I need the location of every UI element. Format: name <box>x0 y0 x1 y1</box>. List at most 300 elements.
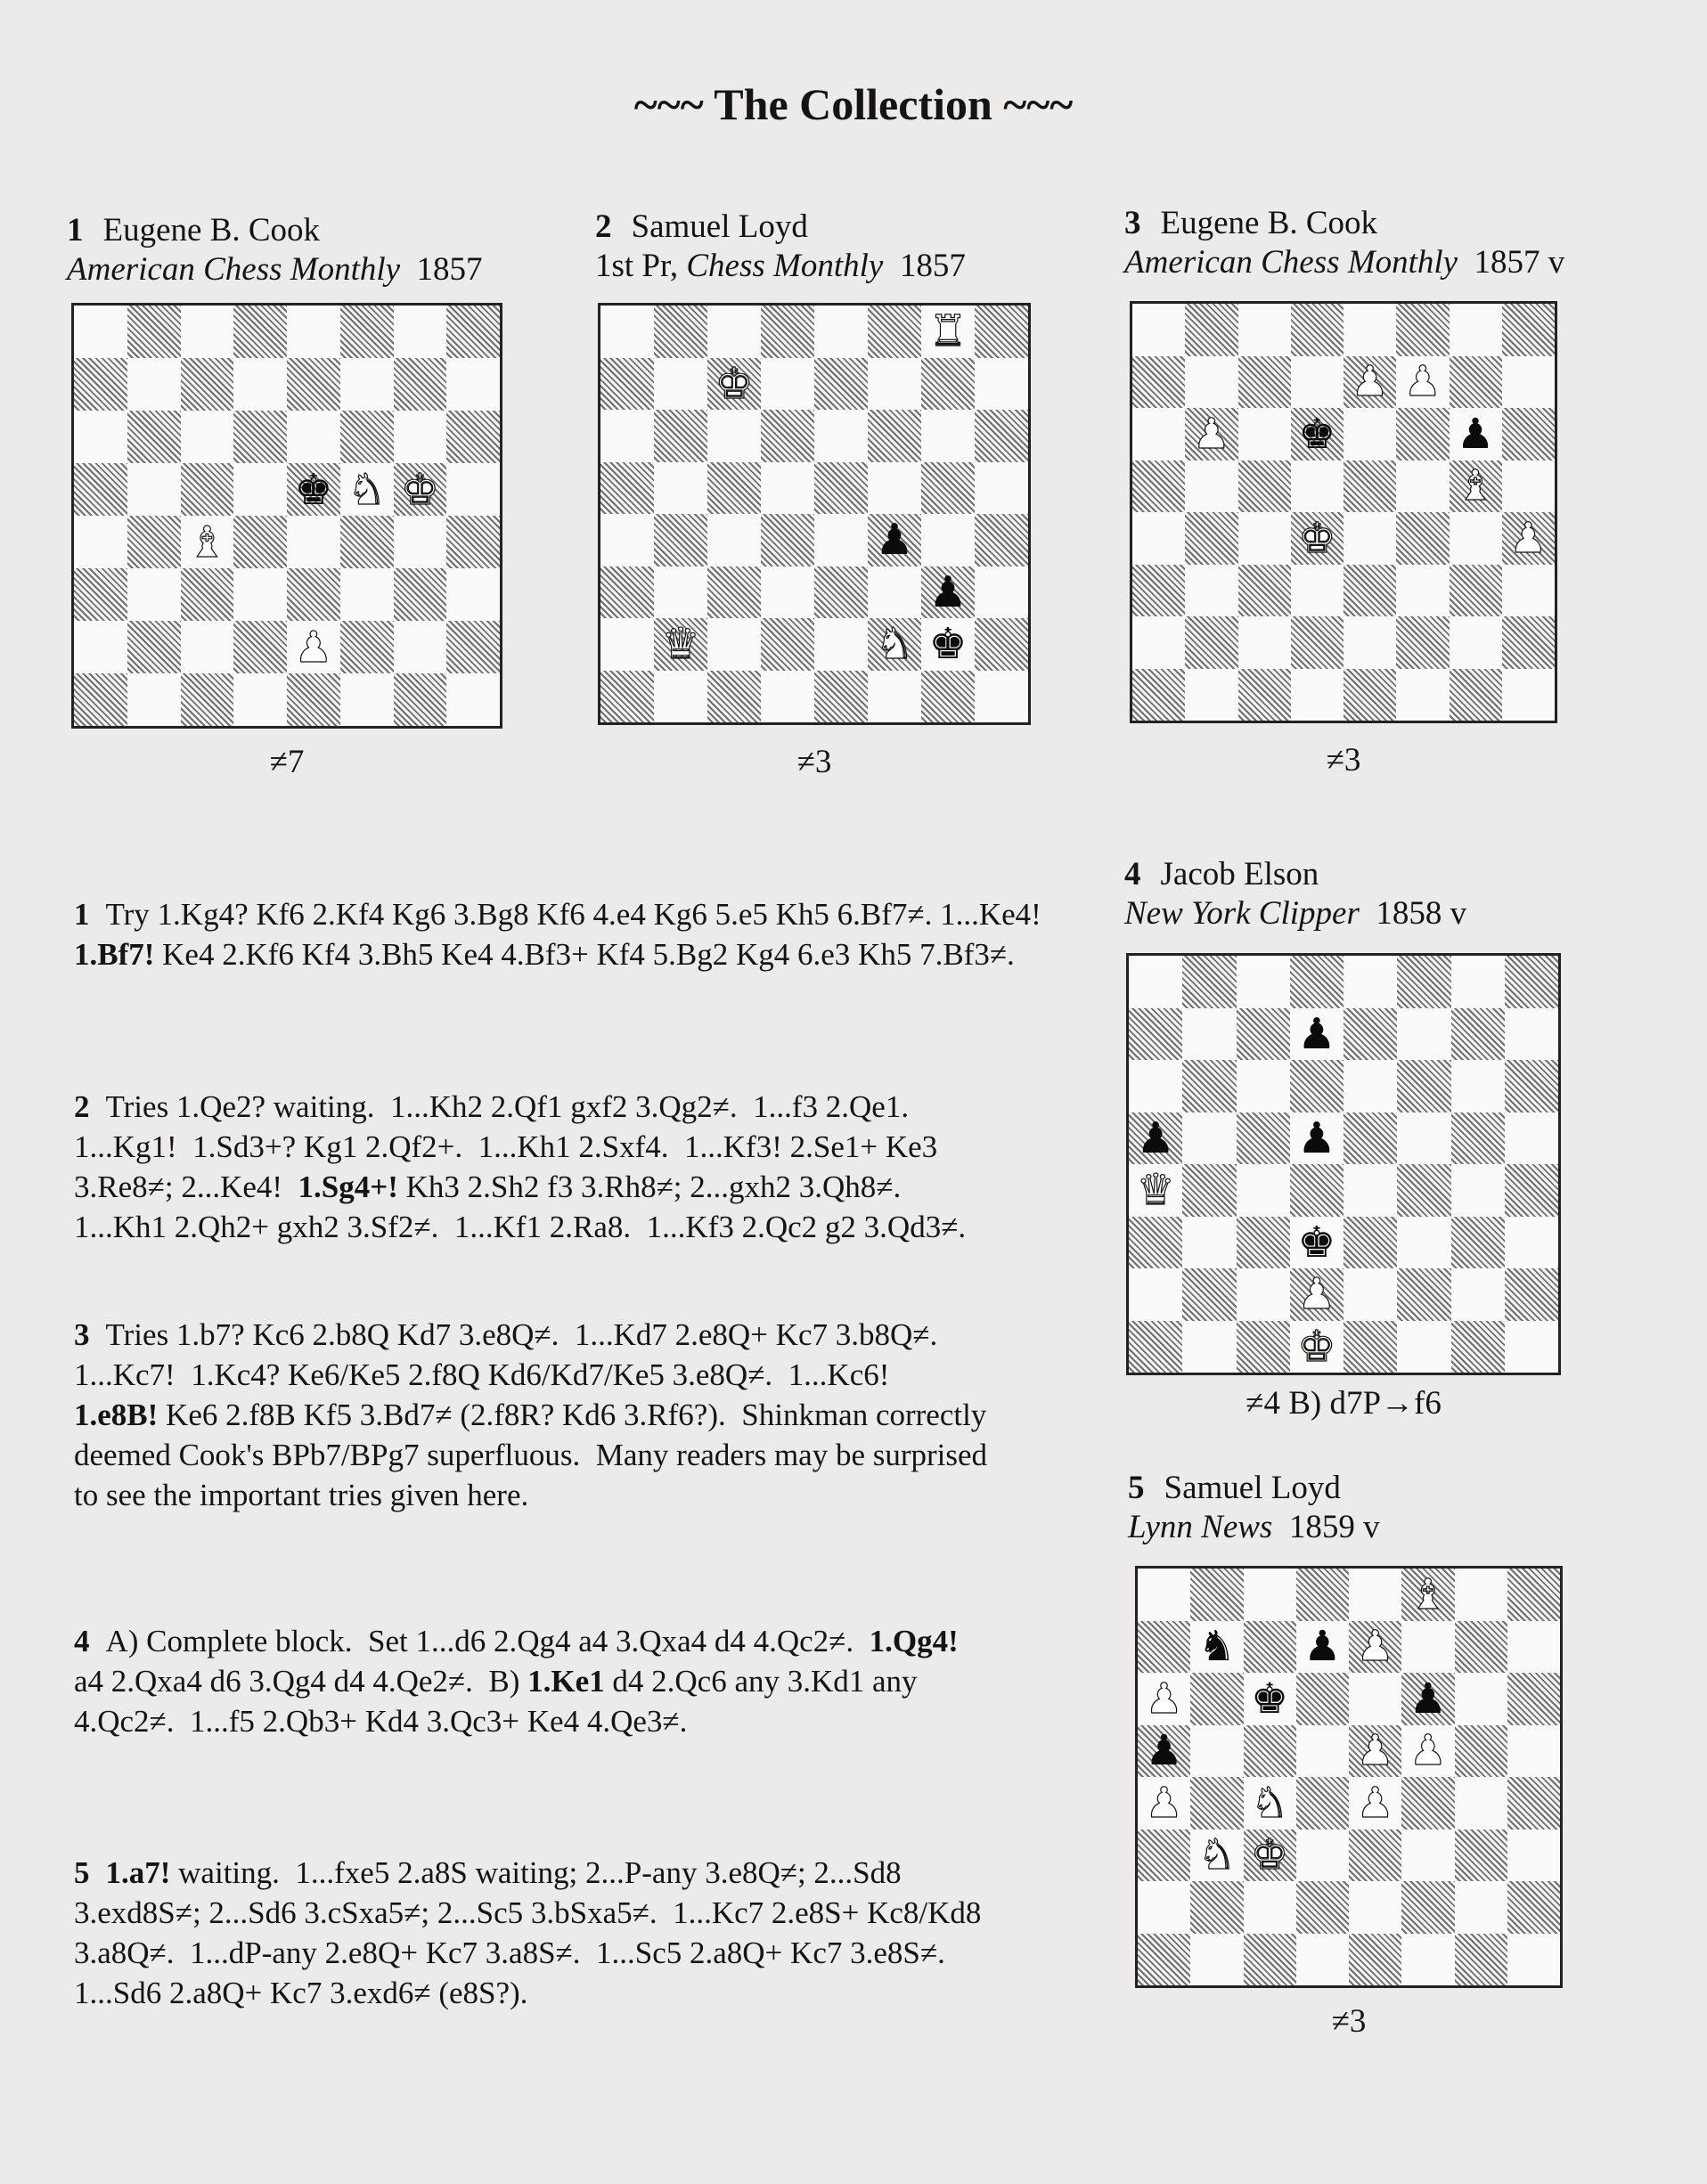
square-h3 <box>446 568 500 621</box>
white-bishop-icon: ♝ <box>1457 461 1495 511</box>
square-h1 <box>446 673 500 726</box>
square-f1 <box>868 671 921 723</box>
square-e7 <box>1349 1621 1401 1674</box>
square-h8 <box>1507 1569 1560 1621</box>
square-b1 <box>127 673 181 726</box>
square-e6 <box>814 410 868 462</box>
square-e3 <box>287 568 340 621</box>
black-pawn-icon: ♟ <box>1136 1112 1175 1163</box>
square-c5 <box>1237 1112 1290 1165</box>
black-king-icon: ♚ <box>1297 1217 1336 1267</box>
source-publication: Chess Monthly <box>686 248 884 284</box>
square-d4 <box>1290 1164 1344 1217</box>
white-pawn-icon: ♟ <box>1356 1726 1394 1776</box>
square-f7 <box>1397 1008 1450 1061</box>
square-b3 <box>127 568 181 621</box>
source-publication: Lynn News <box>1128 1509 1273 1545</box>
square-c4 <box>1237 1164 1290 1217</box>
square-e8 <box>814 306 868 358</box>
white-pawn-icon: ♟ <box>294 622 333 672</box>
square-c4 <box>181 516 234 568</box>
square-d8 <box>1290 956 1344 1008</box>
white-knight-icon: ♞ <box>1251 1778 1289 1828</box>
square-f8 <box>1401 1569 1454 1621</box>
square-d5 <box>1296 1725 1349 1778</box>
square-d1 <box>1290 1321 1344 1373</box>
square-b5 <box>1190 1725 1243 1778</box>
square-d7 <box>1291 356 1344 409</box>
problem-author: Eugene B. Cook <box>102 212 321 249</box>
square-a6 <box>74 411 127 463</box>
square-h5 <box>1502 460 1555 513</box>
solution-4 <box>74 1621 1094 1741</box>
square-b6 <box>1182 1060 1236 1112</box>
square-h4 <box>1507 1777 1560 1830</box>
square-b4 <box>1182 1164 1236 1217</box>
square-b1 <box>1190 1934 1243 1986</box>
square-c6 <box>1237 1060 1290 1112</box>
square-f7 <box>1401 1621 1454 1674</box>
square-g6 <box>394 411 447 463</box>
square-a7 <box>600 358 654 411</box>
problem-author: Eugene B. Cook <box>1160 205 1378 241</box>
square-f4 <box>1401 1777 1454 1830</box>
solution-number: 2 <box>74 1089 90 1124</box>
square-h1 <box>1502 669 1555 721</box>
square-f2 <box>868 618 921 671</box>
solution-1 <box>74 894 1094 974</box>
problem-number: 3 <box>1124 205 1141 241</box>
square-d3 <box>1290 1217 1344 1269</box>
square-a4 <box>1138 1777 1190 1830</box>
square-e4 <box>814 514 868 566</box>
square-a3 <box>1129 1217 1182 1269</box>
white-bishop-icon: ♝ <box>1409 1569 1447 1619</box>
white-pawn-icon: ♟ <box>1192 409 1230 459</box>
square-g1 <box>1450 669 1502 721</box>
white-pawn-icon: ♟ <box>1403 357 1442 407</box>
square-c1 <box>1238 669 1291 721</box>
square-a8 <box>1129 956 1182 1008</box>
square-h6 <box>1502 408 1555 460</box>
square-g8 <box>394 306 447 358</box>
problem-header-2 <box>595 208 966 285</box>
square-h4 <box>446 516 500 568</box>
square-b2 <box>127 621 181 673</box>
square-h8 <box>1505 956 1558 1008</box>
source-prefix: 1st Pr, <box>595 248 687 284</box>
square-h2 <box>975 618 1028 671</box>
square-h4 <box>1502 512 1555 565</box>
square-e2 <box>1349 1881 1401 1934</box>
square-b1 <box>1182 1321 1236 1373</box>
stipulation-4: ≠4 B) d7P→f6 <box>1246 1385 1442 1422</box>
square-d6 <box>1296 1673 1349 1725</box>
square-f5 <box>1396 460 1449 513</box>
square-d8 <box>233 306 287 358</box>
square-a1 <box>1132 669 1185 721</box>
square-e5 <box>287 463 340 516</box>
square-e2 <box>1344 1268 1397 1321</box>
square-e3 <box>814 566 868 619</box>
white-knight-icon: ♞ <box>1197 1830 1236 1880</box>
square-h7 <box>1505 1008 1558 1061</box>
square-a1 <box>600 671 654 723</box>
square-f4 <box>1396 512 1449 565</box>
square-f5 <box>340 463 394 516</box>
square-b5 <box>654 462 707 515</box>
square-g5 <box>921 462 975 515</box>
square-a6 <box>1129 1060 1182 1112</box>
square-c5 <box>181 463 234 516</box>
square-g7 <box>921 358 975 411</box>
solution-text: Tries 1.Qe2? waiting. 1...Kh2 2.Qf1 gxf2 3.Qg2≠. 1...f3 2.Qe1. 1...Kg1! 1.Sd3+? Kg1 2.Qf2+. 1...Kh1 2.Sxf4. 1...Kf3! 2.Se1+ Ke3 3.Re8≠; 2...Ke4! <box>74 1089 938 1204</box>
black-pawn-icon: ♟ <box>1303 1622 1342 1672</box>
square-f7 <box>1396 356 1449 409</box>
square-d1 <box>1296 1934 1349 1986</box>
square-h7 <box>975 358 1028 411</box>
square-e1 <box>287 673 340 726</box>
square-e2 <box>287 621 340 673</box>
square-d7 <box>233 358 287 411</box>
square-g5 <box>1455 1725 1507 1778</box>
square-b4 <box>1185 512 1237 565</box>
square-b3 <box>1190 1830 1243 1882</box>
solution-text: Kh3 2.Sh2 f3 3.Rh8≠; 2...gxh2 3.Qh8≠. 1...Kh1 2.Qh2+ gxh2 3.Sf2≠. 1...Kf1 2.Ra8. 1...Kf3 2.Qc2 g2 3.Qd3≠. <box>74 1169 967 1244</box>
solution-3 <box>74 1315 1094 1515</box>
black-king-icon: ♚ <box>294 464 333 515</box>
square-h6 <box>1505 1060 1558 1112</box>
solution-number: 4 <box>74 1624 90 1658</box>
white-pawn-icon: ♟ <box>1297 1269 1336 1320</box>
square-e6 <box>1349 1673 1401 1725</box>
square-d2 <box>1290 1268 1344 1321</box>
square-a3 <box>1132 565 1185 617</box>
square-g7 <box>1450 356 1502 409</box>
square-b2 <box>654 618 707 671</box>
solution-text: A) Complete block. Set 1...d6 2.Qg4 a4 3.Qxa4 d4 4.Qc2≠. <box>105 1624 870 1658</box>
square-g7 <box>1455 1621 1507 1674</box>
square-g1 <box>921 671 975 723</box>
square-g7 <box>1451 1008 1505 1061</box>
square-g6 <box>921 410 975 462</box>
square-g2 <box>1450 616 1502 669</box>
square-f5 <box>868 462 921 515</box>
black-king-icon: ♚ <box>1251 1674 1289 1724</box>
square-c1 <box>707 671 761 723</box>
square-e2 <box>814 618 868 671</box>
square-f2 <box>340 621 394 673</box>
square-a1 <box>74 673 127 726</box>
source-year: 1857 v <box>1474 244 1565 281</box>
square-a5 <box>74 463 127 516</box>
square-f8 <box>340 306 394 358</box>
solution-text: Ke4 2.Kf6 Kf4 3.Bh5 Ke4 4.Bf3+ Kf4 5.Bg2 Kg4 6.e3 Kh5 7.Bf3≠. <box>154 937 1015 972</box>
square-g6 <box>1450 408 1502 460</box>
square-h5 <box>975 462 1028 515</box>
stipulation-1: ≠7 <box>269 744 305 780</box>
square-g5 <box>1450 460 1502 513</box>
square-b4 <box>1190 1777 1243 1830</box>
black-pawn-icon: ♟ <box>928 566 968 617</box>
source-year: 1857 <box>899 248 966 284</box>
key-move: 1.a7! <box>105 1855 171 1890</box>
white-pawn-icon: ♟ <box>1351 357 1389 407</box>
problem-header-4 <box>1124 856 1466 933</box>
square-d7 <box>761 358 814 411</box>
square-e6 <box>1344 408 1396 460</box>
square-f3 <box>1401 1830 1454 1882</box>
square-g5 <box>1451 1112 1505 1165</box>
square-d1 <box>1291 669 1344 721</box>
square-c7 <box>707 358 761 411</box>
square-g6 <box>1455 1673 1507 1725</box>
square-f2 <box>1401 1881 1454 1934</box>
square-a4 <box>74 516 127 568</box>
square-e7 <box>814 358 868 411</box>
problem-author: Samuel Loyd <box>1164 1470 1341 1506</box>
square-a5 <box>1132 460 1185 513</box>
square-c4 <box>1244 1777 1296 1830</box>
black-king-icon: ♚ <box>928 619 968 670</box>
square-e5 <box>1344 460 1396 513</box>
square-b8 <box>1185 304 1237 356</box>
white-king-icon: ♚ <box>1297 1321 1336 1372</box>
square-a4 <box>1129 1164 1182 1217</box>
square-h6 <box>975 410 1028 462</box>
square-b6 <box>1190 1673 1243 1725</box>
stipulation-5: ≠3 <box>1331 2003 1367 2040</box>
square-f1 <box>1397 1321 1450 1373</box>
square-g7 <box>394 358 447 411</box>
white-queen-icon: ♛ <box>661 619 700 670</box>
solution-text: Try 1.Kg4? Kf6 2.Kf4 Kg6 3.Bg8 Kf6 4.e4 Kg6 5.e5 Kh5 6.Bf7≠. 1...Ke4! <box>105 897 1050 932</box>
square-g4 <box>1450 512 1502 565</box>
black-pawn-icon: ♟ <box>1409 1674 1447 1724</box>
square-c8 <box>1244 1569 1296 1621</box>
square-a8 <box>600 306 654 358</box>
square-g5 <box>394 463 447 516</box>
white-pawn-icon: ♟ <box>1409 1726 1447 1776</box>
problem-header-1 <box>67 212 483 289</box>
square-g3 <box>1450 565 1502 617</box>
square-h1 <box>975 671 1028 723</box>
solution-text: Tries 1.b7? Kc6 2.b8Q Kd7 3.e8Q≠. 1...Kd7 2.e8Q+ Kc7 3.b8Q≠. 1...Kc7! 1.Kc4? Ke6/Ke5 2.f8Q Kd6/Kd7/Ke5 3.e8Q≠. 1...Kc6! <box>74 1317 938 1392</box>
square-c5 <box>1244 1725 1296 1778</box>
black-king-icon: ♚ <box>1298 409 1336 459</box>
white-king-icon: ♚ <box>400 464 439 515</box>
square-g8 <box>1455 1569 1507 1621</box>
square-c2 <box>181 621 234 673</box>
square-g2 <box>394 621 447 673</box>
square-g3 <box>1451 1217 1505 1269</box>
square-e4 <box>287 516 340 568</box>
solution-text: d4 2.Qc6 any 3.Kd1 any 4.Qc2≠. 1...f5 2.Qb3+ Kd4 3.Qc3+ Ke4 4.Qe3≠. <box>74 1664 918 1739</box>
square-g8 <box>1451 956 1505 1008</box>
white-pawn-icon: ♟ <box>1509 513 1548 563</box>
square-a2 <box>1138 1881 1190 1934</box>
square-g1 <box>394 673 447 726</box>
square-d8 <box>761 306 814 358</box>
problem-number: 1 <box>67 212 84 249</box>
square-a6 <box>1138 1673 1190 1725</box>
square-b3 <box>1182 1217 1236 1269</box>
square-g3 <box>394 568 447 621</box>
square-c8 <box>1237 956 1290 1008</box>
square-e4 <box>1349 1777 1401 1830</box>
square-c1 <box>1244 1934 1296 1986</box>
square-a8 <box>1138 1569 1190 1621</box>
solution-number: 5 <box>74 1855 90 1890</box>
white-knight-icon: ♞ <box>347 464 387 515</box>
square-d4 <box>761 514 814 566</box>
square-d4 <box>1296 1777 1349 1830</box>
square-g2 <box>1451 1268 1505 1321</box>
square-a4 <box>600 514 654 566</box>
square-a7 <box>74 358 127 411</box>
square-b1 <box>1185 669 1237 721</box>
white-rook-icon: ♜ <box>928 306 968 357</box>
square-b4 <box>127 516 181 568</box>
square-d5 <box>1291 460 1344 513</box>
square-b3 <box>654 566 707 619</box>
square-e6 <box>1344 1060 1397 1112</box>
square-a5 <box>1138 1725 1190 1778</box>
square-b7 <box>127 358 181 411</box>
black-pawn-icon: ♟ <box>875 515 914 566</box>
page-title: ~~~ The Collection ~~~ <box>633 79 1074 129</box>
square-h1 <box>1507 1934 1560 1986</box>
square-h5 <box>446 463 500 516</box>
square-a5 <box>600 462 654 515</box>
square-b2 <box>1185 616 1237 669</box>
white-queen-icon: ♛ <box>1136 1165 1175 1216</box>
square-f4 <box>868 514 921 566</box>
square-f6 <box>1396 408 1449 460</box>
square-g3 <box>921 566 975 619</box>
square-c3 <box>181 568 234 621</box>
square-d5 <box>233 463 287 516</box>
square-c2 <box>1238 616 1291 669</box>
square-c5 <box>1238 460 1291 513</box>
white-pawn-icon: ♟ <box>1356 1778 1394 1828</box>
square-f2 <box>1397 1268 1450 1321</box>
white-pawn-icon: ♟ <box>1145 1778 1183 1828</box>
square-f6 <box>1397 1060 1450 1112</box>
square-a2 <box>74 621 127 673</box>
square-c8 <box>707 306 761 358</box>
square-b3 <box>1185 565 1237 617</box>
problem-header-5 <box>1128 1470 1380 1546</box>
square-d1 <box>761 671 814 723</box>
square-h8 <box>1502 304 1555 356</box>
square-h4 <box>975 514 1028 566</box>
source-publication: American Chess Monthly <box>67 251 401 288</box>
source-year: 1859 v <box>1288 1509 1380 1545</box>
square-a3 <box>74 568 127 621</box>
square-f8 <box>1396 304 1449 356</box>
square-d8 <box>1296 1569 1349 1621</box>
square-a8 <box>74 306 127 358</box>
square-f3 <box>340 568 394 621</box>
square-a6 <box>1132 408 1185 460</box>
square-f2 <box>1396 616 1449 669</box>
square-f6 <box>1401 1673 1454 1725</box>
key-move: 1.Qg4! <box>869 1624 959 1658</box>
square-e6 <box>287 411 340 463</box>
square-e3 <box>1349 1830 1401 1882</box>
square-a5 <box>1129 1112 1182 1165</box>
square-d2 <box>1296 1881 1349 1934</box>
chessboard-4 <box>1126 953 1561 1375</box>
solution-text: waiting. 1...fxe5 2.a8S waiting; 2...P-any 3.e8Q≠; 2...Sd8 3.exd8S≠; 2...Sd6 3.cSxa5≠; 2...Sc5 3.bSxa5≠. 1...Kc7 2.e8S+ Kc8/Kd8 3.a8Q≠. 1...dP-any 2.e8Q+ Kc7 3.a8S≠. 1...Sc5 2.a8Q+ Kc7 3.e8S≠. 1...Sd6 2.a8Q+ Kc7 3.exd6≠ (e8S?). <box>74 1855 982 2010</box>
stipulation-3: ≠3 <box>1326 742 1361 778</box>
square-a2 <box>1129 1268 1182 1321</box>
square-e8 <box>1344 304 1396 356</box>
square-g6 <box>1451 1060 1505 1112</box>
square-f5 <box>1397 1112 1450 1165</box>
square-h5 <box>1505 1112 1558 1165</box>
square-h2 <box>446 621 500 673</box>
problem-author: Jacob Elson <box>1160 856 1319 892</box>
square-g3 <box>1455 1830 1507 1882</box>
square-f1 <box>1401 1934 1454 1986</box>
black-pawn-icon: ♟ <box>1145 1726 1183 1776</box>
square-e8 <box>1349 1569 1401 1621</box>
square-e7 <box>287 358 340 411</box>
square-d6 <box>233 411 287 463</box>
square-d4 <box>1291 512 1344 565</box>
square-f1 <box>340 673 394 726</box>
square-g2 <box>921 618 975 671</box>
solution-text: a4 2.Qxa4 d6 3.Qg4 d4 4.Qe2≠. B) <box>74 1664 520 1699</box>
square-d6 <box>761 410 814 462</box>
key-move: 1.Bf7! <box>74 937 155 972</box>
square-d2 <box>1291 616 1344 669</box>
square-e4 <box>1344 512 1396 565</box>
square-h7 <box>1502 356 1555 409</box>
source-publication: American Chess Monthly <box>1124 244 1458 281</box>
square-f7 <box>340 358 394 411</box>
square-h6 <box>446 411 500 463</box>
square-e1 <box>1344 669 1396 721</box>
square-a2 <box>1132 616 1185 669</box>
chessboard-2 <box>598 303 1031 725</box>
black-pawn-icon: ♟ <box>1297 1112 1336 1163</box>
square-e1 <box>814 671 868 723</box>
square-h3 <box>1502 565 1555 617</box>
square-b2 <box>1190 1881 1243 1934</box>
square-c6 <box>1244 1673 1296 1725</box>
source-publication: New York Clipper <box>1124 895 1360 932</box>
square-d3 <box>233 568 287 621</box>
square-b4 <box>654 514 707 566</box>
square-h7 <box>446 358 500 411</box>
square-c7 <box>181 358 234 411</box>
square-c6 <box>181 411 234 463</box>
square-g4 <box>921 514 975 566</box>
white-king-icon: ♚ <box>715 358 754 409</box>
square-e5 <box>1349 1725 1401 1778</box>
square-a2 <box>600 618 654 671</box>
square-b6 <box>1185 408 1237 460</box>
square-c6 <box>707 410 761 462</box>
square-e7 <box>1344 356 1396 409</box>
square-h5 <box>1507 1725 1560 1778</box>
square-d5 <box>761 462 814 515</box>
square-c3 <box>707 566 761 619</box>
square-e8 <box>1344 956 1397 1008</box>
